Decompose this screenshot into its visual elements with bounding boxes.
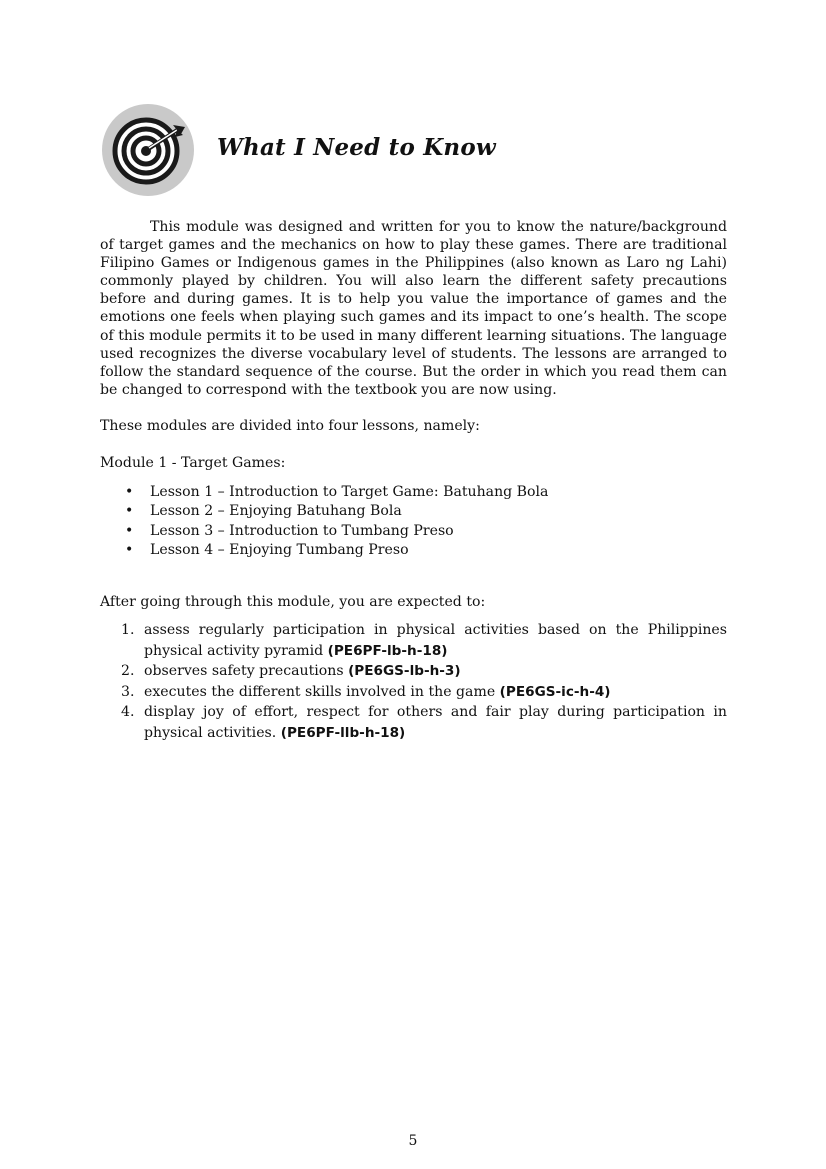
item-number: 1. [121,622,135,639]
list-item [100,483,727,502]
list-item [100,502,727,521]
lesson-list [100,483,727,560]
bullet: • [125,484,134,501]
lesson-text: Lesson 3 – Introduction to Tumbang Preso [150,522,454,539]
module-heading: Module 1 - Target Games: [100,455,286,472]
list-item [100,522,727,541]
lesson-text: Lesson 2 – Enjoying Batuhang Bola [150,503,402,520]
bullet: • [125,541,134,558]
objective-text: observes safety precautions [144,663,349,680]
target-bullseye-icon [101,103,195,197]
list-item [100,702,727,743]
objective-text: display joy of effort, respect for others and fair play during participation in physical activities. [144,704,727,741]
list-item [100,541,727,560]
intro-paragraph: This module was designed and written for you to know the nature/background of target games and the mechanics on how to play these games. There are traditional Filipino Games or Indigenous games in the Philippines (also known as Laro ng Lahi) commonly played by children. You will also learn the different safety precautions before and during games. It is to help you value the importance of games and the emotions one feels when playing such games and its impact to one’s health. The scope of this module permits it to be used in many different learning situations. The language used recognizes the diverse vocabulary level of students. The lessons are arranged to follow the standard sequence of the course. But the order in which you read them can be changed to correspond with the textbook you are now using. [100,219,727,398]
bullet: • [125,503,134,520]
lessons-intro-text: These modules are divided into four lessons, namely: [100,417,480,434]
list-item [100,682,727,703]
competency-code: (PE6GS-ic-h-4) [499,683,611,700]
bullet: • [125,522,134,539]
competency-code: (PE6PF-lb-h-18) [327,642,448,659]
competency-code: (PE6PF-llb-h-18) [280,724,406,741]
section-title: What I Need to Know [217,134,496,161]
item-number: 2. [121,663,135,680]
competency-code: (PE6GS-lb-h-3) [348,663,461,680]
lesson-text: Lesson 1 – Introduction to Target Game: Batuhang Bola [150,484,549,501]
objectives-list [100,620,727,743]
objectives-intro-text: After going through this module, you are expected to: [100,593,486,610]
item-number: 3. [121,683,135,700]
objective-text: assess regularly participation in physical activities based on the Philippines physical activity pyramid [144,622,727,659]
page-number: 5 [408,1133,418,1149]
objective-text: executes the different skills involved in the game [144,683,500,700]
lesson-text: Lesson 4 – Enjoying Tumbang Preso [150,541,409,558]
item-number: 4. [121,704,135,721]
module-content [100,218,727,743]
list-item [100,661,727,682]
list-item [100,620,727,661]
